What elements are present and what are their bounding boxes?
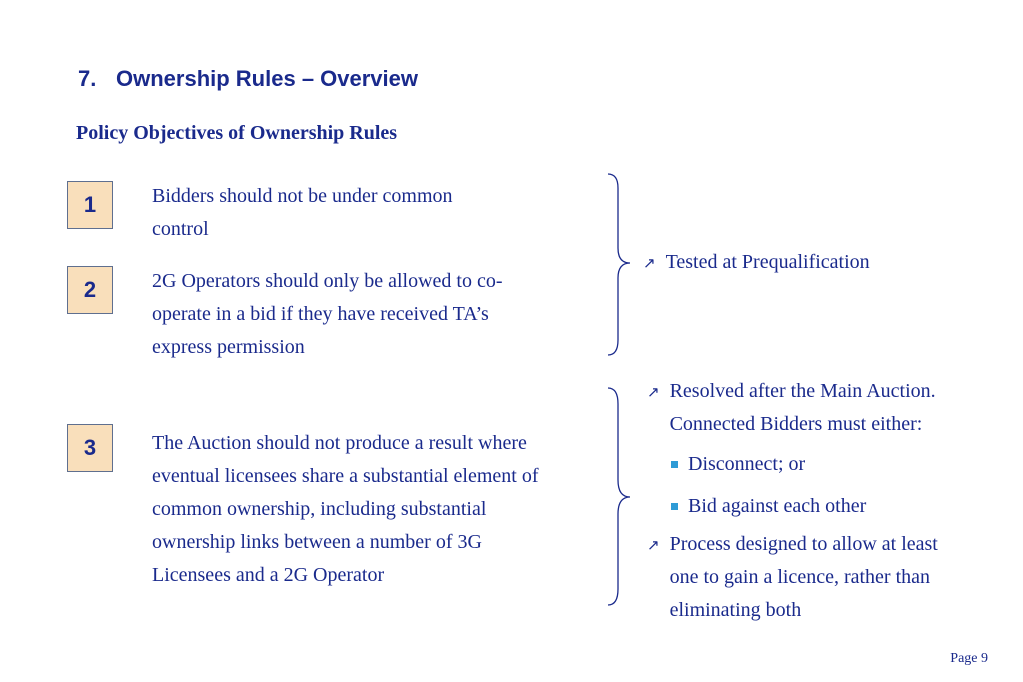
objective-text (152, 180, 453, 246)
note-line: Resolved after the Main Auction. (669, 380, 936, 402)
square-bullet-icon (671, 503, 678, 510)
sub-bullet-text: Disconnect; or (688, 452, 806, 475)
note-resolution (647, 375, 1007, 627)
objective-line: The Auction should not produce a result where (152, 432, 527, 454)
objective-line: eventual licensees share a substantial element of (152, 465, 539, 487)
right-brace-icon (600, 386, 640, 608)
page-number: Page 9 (950, 651, 988, 666)
objective-line: 2G Operators should only be allowed to co- (152, 270, 503, 292)
objective-line: ownership links between a number of 3G (152, 531, 482, 553)
sub-bullet-item (671, 485, 1007, 527)
objective-line: express permission (152, 336, 305, 358)
arrow-up-right-icon: ↗ (647, 383, 660, 401)
note-line: Process designed to allow at least (669, 533, 938, 555)
arrow-up-right-icon: ↗ (643, 254, 656, 272)
sub-bullet-item (671, 443, 1007, 485)
sub-bullet-text: Bid against each other (688, 494, 867, 517)
objective-line: operate in a bid if they have received TA’s (152, 303, 489, 325)
section-title: Ownership Rules – Overview (116, 66, 419, 91)
note-prequalification (643, 246, 870, 280)
objective-text (152, 265, 502, 364)
note-line: Connected Bidders must either: (669, 413, 923, 435)
note-line: eliminating both (669, 599, 802, 621)
section-number: 7. (78, 66, 97, 91)
right-brace-icon (600, 172, 640, 358)
objective-number-box: 1 (67, 181, 113, 229)
slide-subtitle: Policy Objectives of Ownership Rules (76, 122, 398, 144)
objective-line: Bidders should not be under common (152, 185, 453, 207)
objective-text (152, 427, 539, 592)
objective-line: control (152, 218, 209, 240)
objective-line: common ownership, including substantial (152, 498, 487, 520)
arrow-up-right-icon: ↗ (647, 536, 660, 554)
square-bullet-icon (671, 461, 678, 468)
objective-number-box: 2 (67, 266, 113, 314)
note-text: Tested at Prequalification (665, 251, 870, 273)
objective-number-box: 3 (67, 424, 113, 472)
objective-line: Licensees and a 2G Operator (152, 564, 385, 586)
slide-title (78, 66, 418, 92)
note-line: one to gain a licence, rather than (669, 566, 931, 588)
